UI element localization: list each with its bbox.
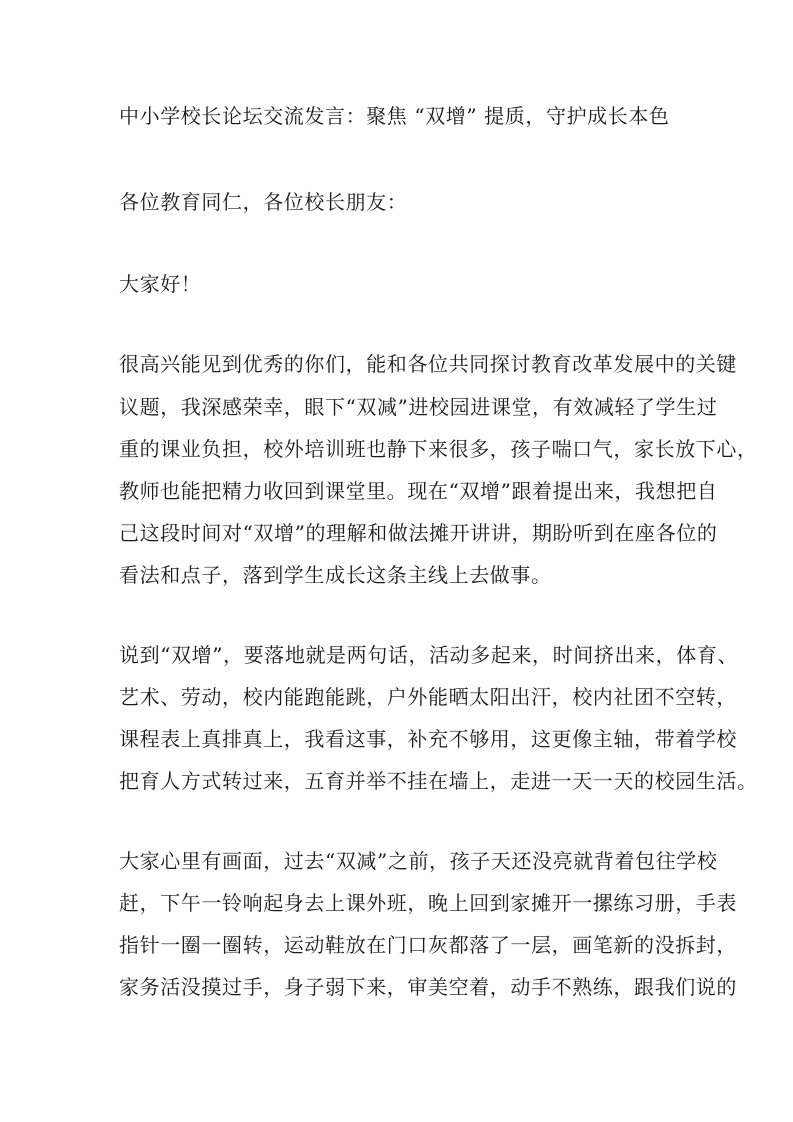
paragraph-line: 赶，下午一铃响起身去上课外班，晚上回到家摊开一摞练习册，手表 — [119, 891, 737, 915]
paragraph-line: 己这段时间对“双增”的理解和做法摊开讲讲，期盼听到在座各位的 — [119, 521, 718, 545]
paragraph-line: 教师也能把精力收回到课堂里。现在“双增”跟着提出来，我想把自 — [119, 479, 718, 503]
paragraph-line: 重的课业负担，校外培训班也静下来很多，孩子喘口气，家长放下心， — [119, 437, 758, 461]
document-title: 中小学校长论坛交流发言：聚焦 “双增” 提质，守护成长本色 — [119, 104, 670, 128]
paragraph-line: 议题，我深感荣幸，眼下“双减”进校园进课堂，有效减轻了学生过 — [119, 395, 718, 419]
paragraph-line: 艺术、劳动，校内能跑能跳，户外能晒太阳出汗，校内社团不空转， — [119, 685, 737, 709]
paragraph-line: 把育人方式转过来，五育并举不挂在墙上，走进一天一天的校园生活。 — [119, 769, 758, 793]
greeting: 大家好！ — [119, 272, 202, 296]
paragraph-line: 很高兴能见到优秀的你们，能和各位共同探讨教育改革发展中的关键 — [119, 352, 737, 376]
paragraph-line: 课程表上真排真上，我看这事，补充不够用，这更像主轴，带着学校 — [119, 727, 737, 751]
paragraph-line: 家务活没摸过手，身子弱下来，审美空着，动手不熟练，跟我们说的 — [119, 975, 737, 999]
salutation: 各位教育同仁，各位校长朋友： — [119, 190, 408, 214]
paragraph-line: 指针一圈一圈转，运动鞋放在门口灰都落了一层，画笔新的没拆封， — [119, 933, 737, 957]
paragraph-line: 大家心里有画面，过去“双减”之前，孩子天还没亮就背着包往学校 — [119, 849, 718, 873]
paragraph-line: 看法和点子，落到学生成长这条主线上去做事。 — [119, 563, 552, 587]
paragraph-line: 说到“双增”，要落地就是两句话，活动多起来，时间挤出来，体育、 — [119, 643, 739, 667]
